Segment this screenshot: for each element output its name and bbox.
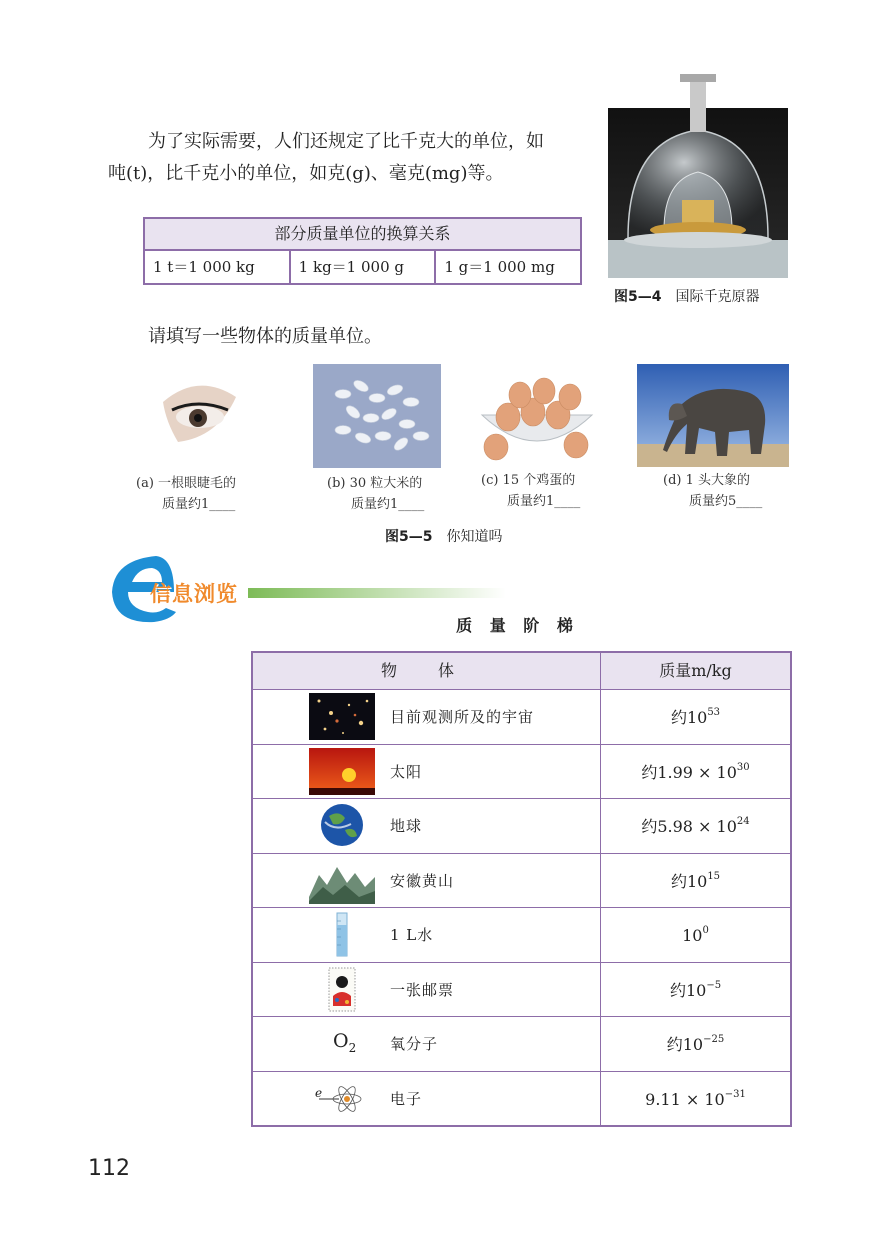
ladder-object-name: 1 L水 — [390, 926, 434, 944]
ladder-object-name: 太阳 — [390, 762, 423, 781]
ladder-row — [253, 908, 790, 963]
elephant-photo — [637, 364, 789, 467]
intro-paragraph — [108, 126, 578, 190]
ladder-row — [253, 799, 790, 854]
kilogram-prototype-photo — [608, 60, 788, 278]
mass-ladder-table — [251, 651, 792, 1127]
ladder-object-name: 目前观测所及的宇宙 — [390, 708, 535, 726]
conversion-cell-t: 1 t＝1 000 kg — [145, 251, 291, 283]
eggs-photo — [478, 367, 596, 467]
caption-d: (d) 1 头大象的 质量约5____ — [663, 473, 763, 509]
oxygen-molecule-symbol: $O_2$ — [333, 1030, 357, 1055]
ladder-header — [253, 653, 790, 690]
sun-thumbnail — [309, 748, 375, 795]
ladder-object-name: 安徽黄山 — [390, 871, 455, 890]
ladder-object-name: 氧分子 — [390, 1035, 439, 1053]
ladder-object-name: 电子 — [390, 1089, 423, 1108]
earth-thumbnail — [309, 802, 375, 849]
caption-c: (c) 15 个鸡蛋的 质量约1____ — [481, 473, 581, 509]
caption-b: (b) 30 粒大米的 质量约1____ — [327, 476, 425, 512]
figure-5-4-caption — [614, 286, 759, 306]
ladder-mass-value: 约$10^{-5}$ — [669, 979, 722, 1000]
intro-line-2: 吨(t)，比千克小的单位，如克(g)、毫克(mg)等。 — [108, 163, 504, 184]
ladder-title: 质 量 阶 梯 — [456, 616, 579, 635]
ladder-row — [253, 963, 790, 1018]
ladder-header-object: 物 体 — [253, 653, 601, 689]
ladder-row — [253, 690, 790, 745]
ladder-mass-value: 约$10^{-25}$ — [666, 1034, 725, 1054]
conversion-cell-kg: 1 kg＝1 000 g — [291, 251, 437, 283]
figure-5-5-number: 图5—5 — [385, 529, 433, 545]
conversion-cell-g: 1 g＝1 000 mg — [444, 258, 555, 276]
water-cylinder-thumbnail — [309, 911, 375, 958]
ladder-row — [253, 1017, 790, 1072]
stamp-thumbnail — [309, 966, 375, 1013]
ladder-object-name: 一张邮票 — [390, 980, 455, 999]
ladder-row — [253, 745, 790, 800]
ladder-mass-value: 约$5.98 \times 10^{24}$ — [641, 816, 750, 836]
universe-thumbnail — [309, 693, 375, 740]
ladder-object-name: 地球 — [390, 817, 423, 835]
electron-label: e — [315, 1085, 323, 1100]
ladder-mass-value: $10^0$ — [682, 925, 709, 945]
conversion-table-title: 部分质量单位的换算关系 — [145, 219, 580, 251]
eyelash-photo — [158, 362, 240, 467]
figure-5-4-number: 图5—4 — [614, 289, 662, 305]
intro-line-1: 为了实际需要，人们还规定了比千克大的单位，如 — [148, 131, 544, 152]
mountain-thumbnail — [309, 857, 375, 904]
banner-title: 信息浏览 — [150, 582, 238, 606]
ladder-mass-value: 约$10^{15}$ — [670, 870, 721, 891]
ladder-mass-value: 约$10^{53}$ — [670, 707, 721, 727]
rice-photo — [313, 364, 441, 468]
ladder-mass-value: $9.11 \times 10^{-31}$ — [645, 1088, 746, 1109]
figure-5-4-title: 国际千克原器 — [675, 289, 760, 305]
ladder-row — [253, 854, 790, 909]
atom-icon — [309, 1075, 375, 1122]
ladder-mass-value: 约$1.99 \times 10^{30}$ — [641, 761, 750, 782]
ladder-header-mass: 质量m/kg — [659, 661, 732, 680]
conversion-table — [143, 217, 582, 285]
page-number: 112 — [88, 1156, 130, 1181]
figure-5-5-title: 你知道吗 — [446, 529, 503, 545]
caption-a: (a) 一根眼睫毛的 质量约1____ — [136, 476, 237, 512]
fill-prompt: 请填写一些物体的质量单位。 — [148, 326, 382, 347]
ladder-row — [253, 1072, 790, 1126]
figure-5-5-caption — [385, 526, 502, 546]
